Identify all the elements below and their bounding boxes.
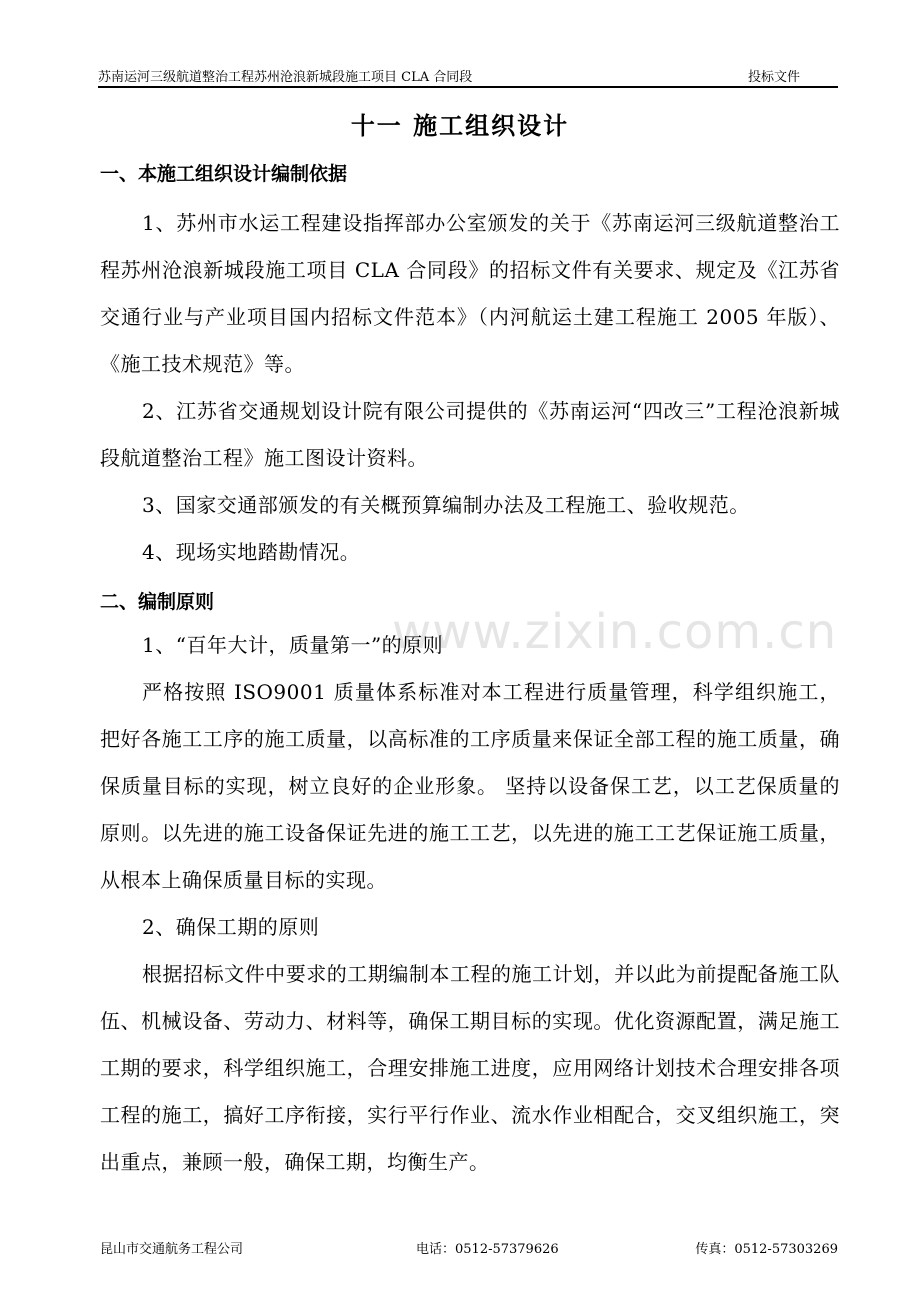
- section-heading-basis: 一、本施工组织设计编制依据: [100, 163, 348, 185]
- footer-fax: 传真：0512-57303269: [695, 1242, 838, 1257]
- paragraph: 3、国家交通部颁发的有关概预算编制办法及工程施工、验收规范。: [142, 493, 750, 517]
- footer-phone: 电话：0512-57379626: [416, 1242, 559, 1257]
- paragraph: 2、确保工期的原则: [142, 915, 320, 939]
- watermark: www.zixin.com.cn: [392, 604, 838, 660]
- paragraph: 1、苏州市水运工程建设指挥部办公室颁发的关于《苏南运河三级航道整治工程苏州沧浪新城段施工项目 CLA 合同段》的招标文件有关要求、规定及《江苏省交通行业与产业项目国内招标文件范本》（内河航运土建工程施工 2005 年版）、《施工技术规范》等。: [100, 211, 840, 376]
- footer-company: 昆山市交通航务工程公司: [100, 1242, 244, 1257]
- paragraph: 严格按照 ISO9001 质量体系标准对本工程进行质量管理，科学组织施工，把好各施工工序的施工质量，以高标准的工序质量来保证全部工程的施工质量，确保质量目标的实现，树立良好的企业形象。 坚持以设备保工艺，以工艺保质量的原则。以先进的施工设备保证先进的施工工艺，以先进的施工工艺保证施工质量，从根本上确保质量目标的实现。: [100, 680, 840, 892]
- page-title: 十一 施工组织设计: [350, 112, 570, 140]
- document-body: [100, 144, 840, 1186]
- paragraph: 根据招标文件中要求的工期编制本工程的施工计划，并以此为前提配备施工队伍、机械设备、劳动力、材料等，确保工期目标的实现。优化资源配置，满足施工工期的要求，科学组织施工，合理安排施工进度，应用网络计划技术合理安排各项工程的施工，搞好工序衔接，实行平行作业、流水作业相配合，交叉组织施工，突出重点，兼顾一般，确保工期，均衡生产。: [100, 962, 840, 1174]
- section-heading-principles: 二、编制原则: [100, 591, 215, 613]
- paragraph: 1、“百年大计，质量第一”的原则: [142, 633, 444, 657]
- paragraph: 4、现场实地踏勘情况。: [142, 540, 361, 564]
- header-project-title: 苏南运河三级航道整治工程苏州沧浪新城段施工项目 CLA 合同段: [98, 70, 473, 85]
- header-document-type: 投标文件: [747, 70, 800, 85]
- page-footer: [100, 1238, 838, 1258]
- paragraph: 2、江苏省交通规划设计院有限公司提供的《苏南运河“四改三”工程沧浪新城段航道整治工程》施工图设计资料。: [100, 399, 840, 470]
- page-header: [98, 64, 838, 88]
